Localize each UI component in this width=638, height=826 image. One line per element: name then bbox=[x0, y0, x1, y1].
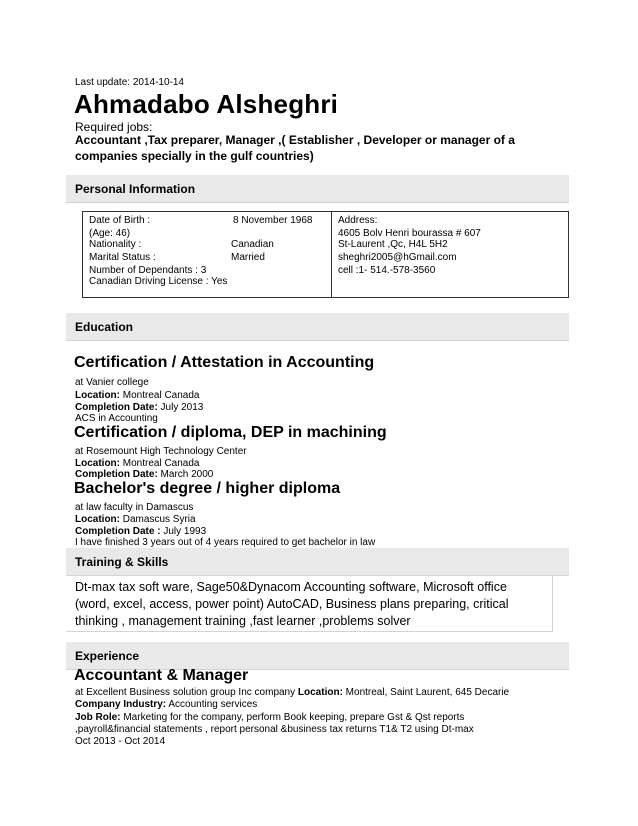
location-label: Location: bbox=[75, 458, 120, 469]
section-title: Experience bbox=[75, 649, 140, 663]
section-education bbox=[66, 313, 569, 341]
location-label: Location: bbox=[75, 514, 120, 525]
location-value: Damascus Syria bbox=[120, 514, 196, 525]
location-value: Montreal, Saint Laurent, 645 Decarie bbox=[342, 687, 510, 698]
cell-phone: cell :1- 514.-578-3560 bbox=[338, 265, 436, 276]
section-title: Education bbox=[75, 320, 134, 334]
section-training-skills bbox=[66, 548, 569, 576]
education-location bbox=[75, 458, 200, 469]
location-label: Location: bbox=[297, 687, 343, 698]
role-label: Job Role: bbox=[75, 712, 121, 723]
industry-value: Accounting services bbox=[166, 699, 258, 710]
candidate-name: Ahmadabo Alsheghri bbox=[74, 89, 339, 119]
experience-dates: Oct 2013 - Oct 2014 bbox=[75, 736, 166, 747]
skills-box bbox=[66, 576, 553, 632]
dob-label: Date of Birth : bbox=[89, 215, 151, 226]
education-completion bbox=[75, 526, 206, 537]
education-title: Bachelor's degree / higher diploma bbox=[74, 480, 341, 497]
completion-value: July 1993 bbox=[160, 526, 207, 537]
location-value: Montreal Canada bbox=[120, 390, 200, 401]
address-label: Address: bbox=[338, 215, 378, 226]
email: sheghri2005@hGmail.com bbox=[338, 252, 457, 263]
nationality-label: Nationality : bbox=[89, 239, 142, 250]
role-value: Marketing for the company, perform Book keeping, prepare Gst & Qst reports bbox=[120, 712, 465, 723]
dob-value: 8 November 1968 bbox=[233, 215, 313, 226]
skills-text: Dt-max tax soft ware, Sage50&Dynacom Accounting software, Microsoft office (word, excel, access, power point) AutoCAD, Business plans preparing, critical thinking , management training ,fast learner ,problems solver bbox=[75, 580, 509, 628]
education-note: I have finished 3 years out of 4 years required to get bachelor in law bbox=[75, 537, 376, 548]
age: (Age: 46) bbox=[89, 228, 131, 239]
required-jobs-label: Required jobs: bbox=[75, 120, 153, 134]
location-label: Location: bbox=[75, 390, 120, 401]
section-title: Personal Information bbox=[75, 182, 196, 196]
company-name: at Excellent Business solution group Inc company bbox=[75, 687, 296, 698]
education-location bbox=[75, 390, 200, 401]
section-experience bbox=[66, 642, 569, 670]
driving-license: Canadian Driving License : Yes bbox=[89, 276, 228, 287]
education-location bbox=[75, 514, 196, 525]
education-completion bbox=[75, 402, 203, 413]
experience-industry bbox=[75, 699, 257, 710]
location-value: Montreal Canada bbox=[120, 458, 200, 469]
completion-label: Completion Date: bbox=[75, 402, 158, 413]
section-personal-information bbox=[66, 175, 569, 203]
section-title: Training & Skills bbox=[75, 555, 169, 569]
required-jobs: Accountant ,Tax preparer, Manager ,( Establisher , Developer or manager of a companies specially in the gulf countries) bbox=[75, 133, 515, 163]
marital-label: Marital Status : bbox=[89, 252, 156, 263]
experience-company bbox=[75, 687, 509, 698]
completion-value: March 2000 bbox=[157, 469, 214, 480]
completion-value: July 2013 bbox=[157, 402, 204, 413]
education-note: ACS in Accounting bbox=[75, 413, 158, 424]
personal-info-left-cell bbox=[83, 212, 332, 297]
dependants: Number of Dependants : 3 bbox=[89, 265, 207, 276]
education-title: Certification / Attestation in Accounting bbox=[74, 354, 375, 371]
education-institution: at Vanier college bbox=[75, 377, 149, 388]
last-update: Last update: 2014-10-14 bbox=[75, 77, 184, 88]
nationality-value: Canadian bbox=[231, 239, 274, 250]
education-completion bbox=[75, 469, 213, 480]
completion-label: Completion Date : bbox=[75, 526, 161, 537]
personal-info-table bbox=[82, 211, 569, 298]
industry-label: Company Industry: bbox=[75, 699, 167, 710]
education-title: Certification / diploma, DEP in machining bbox=[74, 424, 387, 441]
address-line-1: 4605 Bolv Henri bourassa # 607 bbox=[338, 228, 481, 239]
experience-role bbox=[75, 712, 464, 723]
experience-title: Accountant & Manager bbox=[74, 667, 249, 684]
education-institution: at law faculty in Damascus bbox=[75, 502, 194, 513]
marital-value: Married bbox=[231, 252, 265, 263]
address-line-2: St-Laurent ,Qc, H4L 5H2 bbox=[338, 239, 448, 250]
education-institution: at Rosemount High Technology Center bbox=[75, 446, 247, 457]
experience-role-continued: ,payroll&financial statements , report personal &business tax returns T1& T2 using Dt-max bbox=[75, 724, 474, 735]
completion-label: Completion Date: bbox=[75, 469, 158, 480]
